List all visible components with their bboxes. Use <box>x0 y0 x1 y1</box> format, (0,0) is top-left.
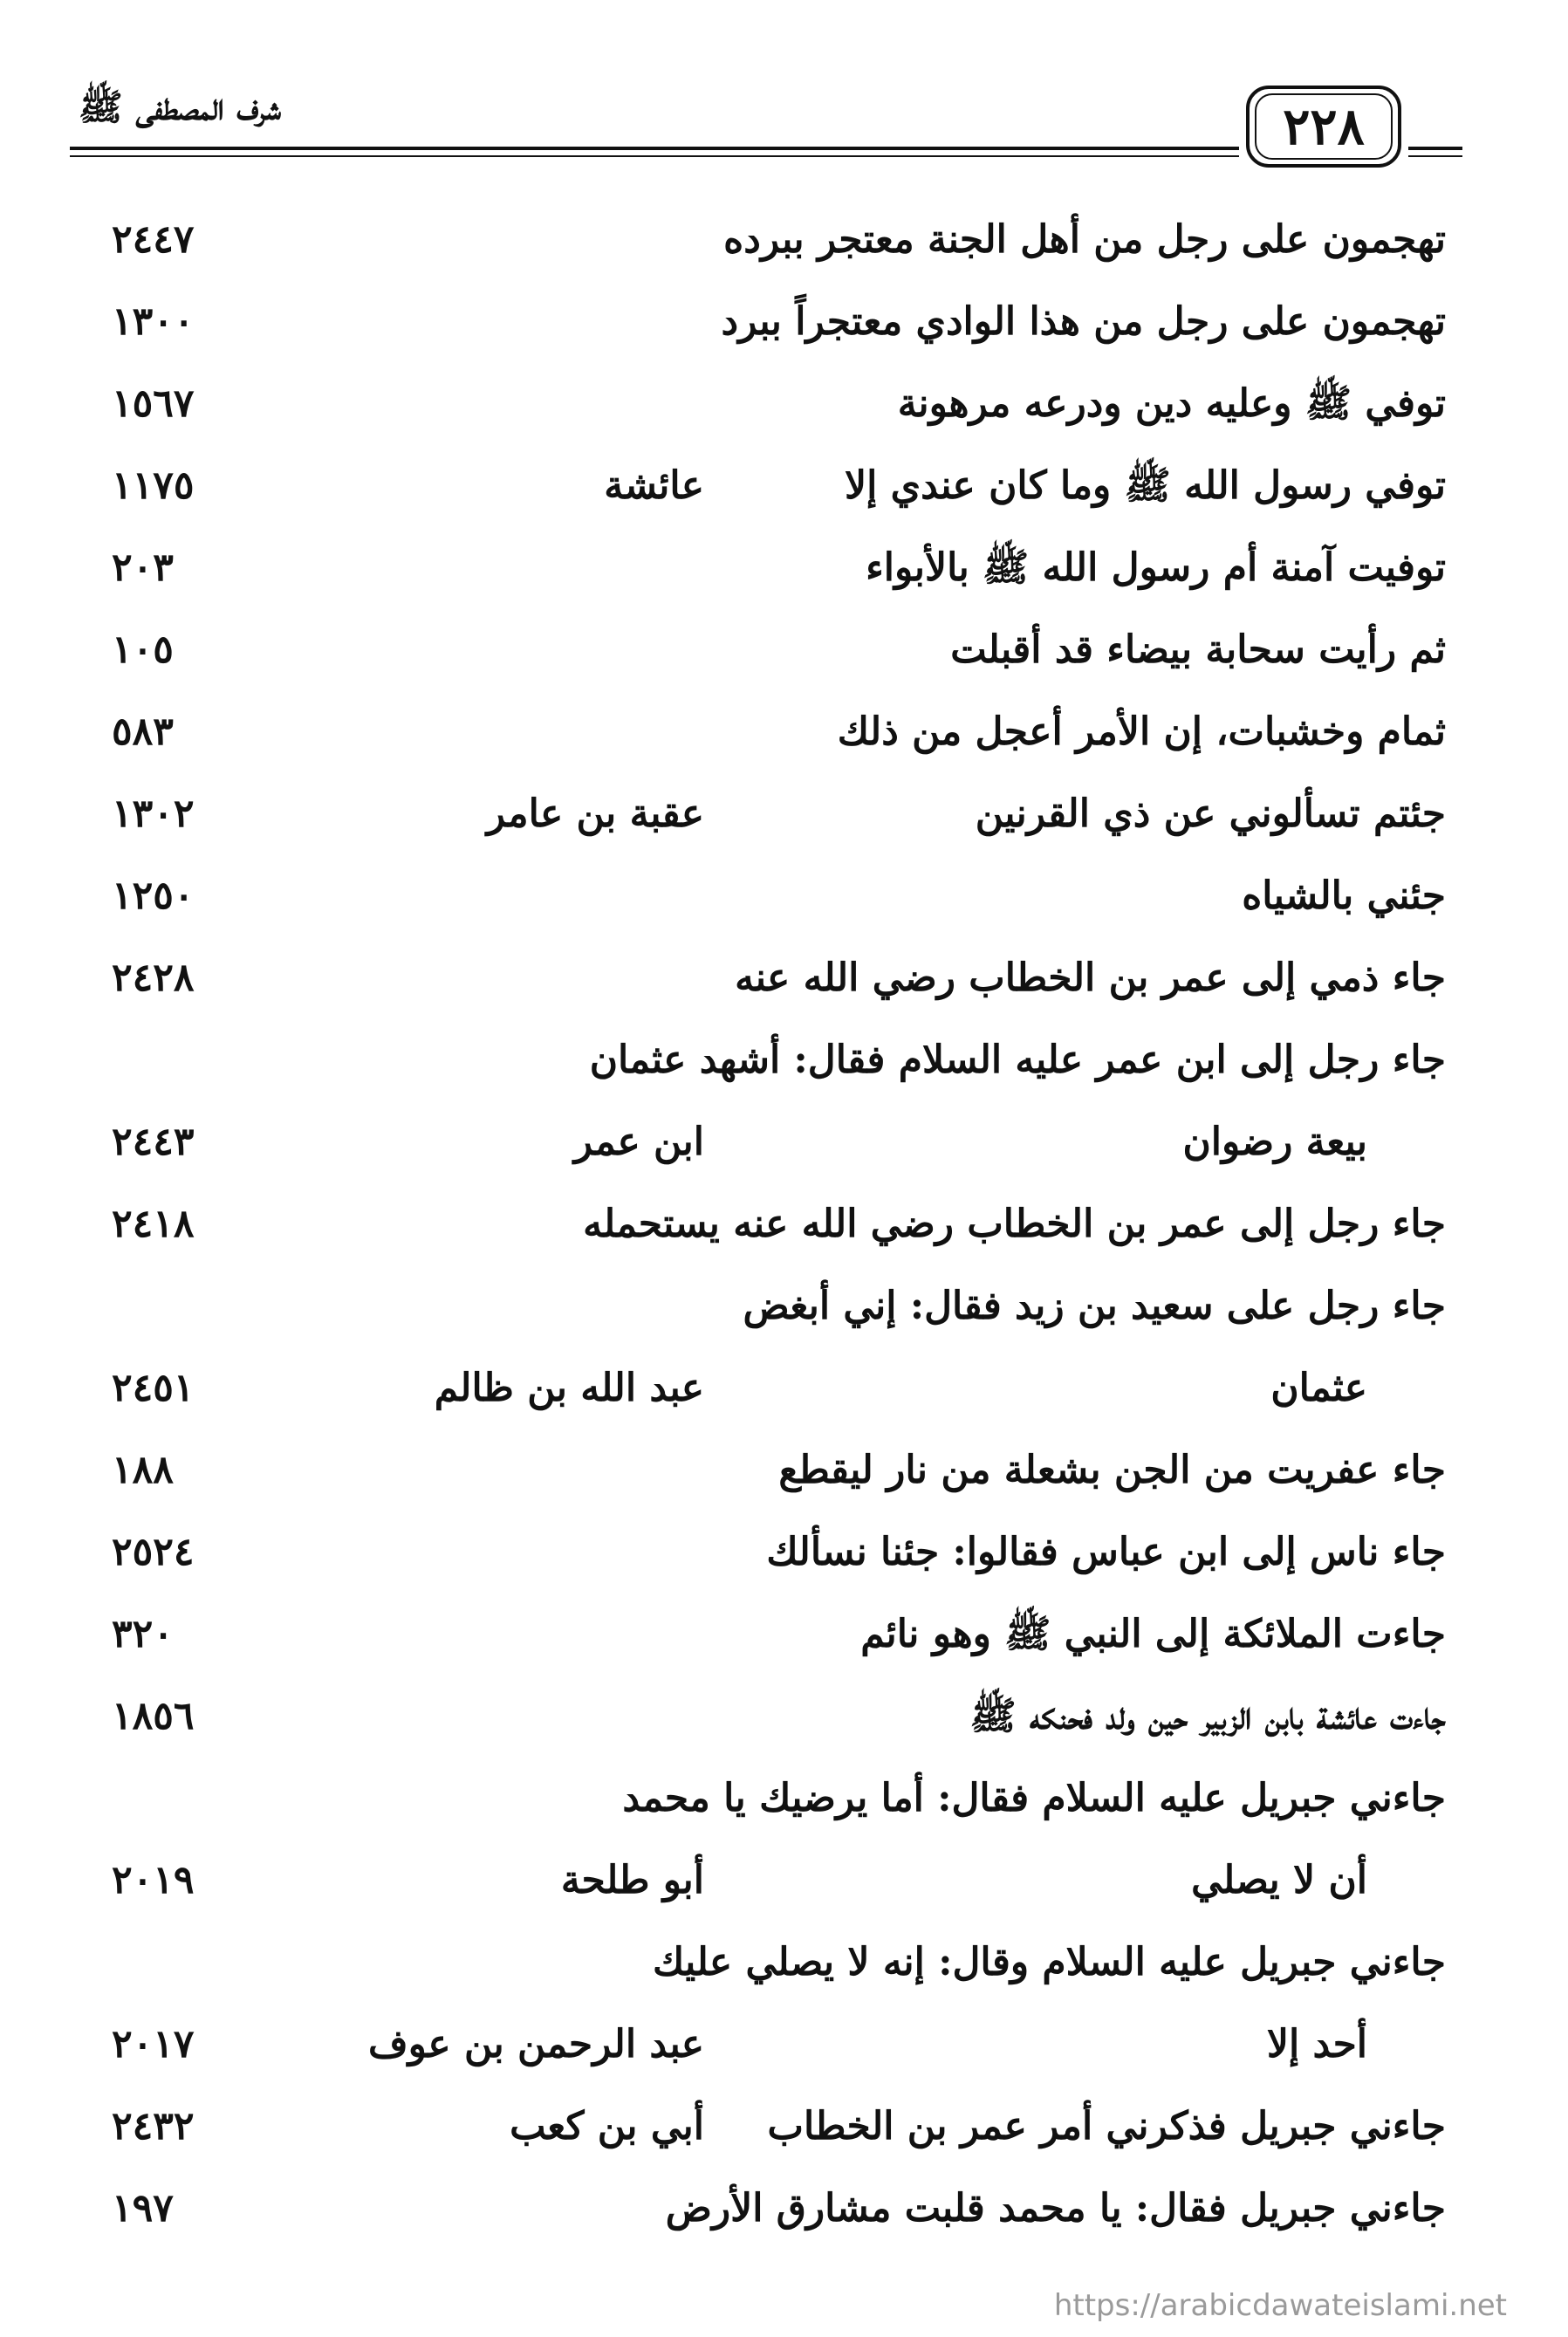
entry-number: ٢٠٣ <box>112 545 174 590</box>
index-entry <box>0 1676 1568 1758</box>
entry-line <box>0 855 1568 937</box>
entry-line <box>0 2086 1568 2168</box>
entry-narrator: عائشة <box>604 463 704 508</box>
entry-number: ١٩٧ <box>112 2186 174 2231</box>
page-number: ٢٢٨ <box>1255 93 1393 160</box>
entry-text-continuation: أحد إلا <box>1266 2022 1367 2066</box>
index-entry <box>0 1922 1568 2086</box>
entry-text: تهجمون على رجل من أهل الجنة معتجر ببرده <box>723 217 1446 262</box>
entry-number: ٢٥٢٤ <box>112 1530 195 1574</box>
index-entry <box>0 527 1568 609</box>
index-entry <box>0 445 1568 527</box>
entry-narrator: عقبة بن عامر <box>486 792 704 836</box>
entry-line <box>0 1019 1568 1101</box>
entry-number: ٢٤٥١ <box>112 1366 195 1410</box>
entry-line <box>0 363 1568 445</box>
entry-number: ١٨٨ <box>112 1448 174 1492</box>
entry-text: توفي ﷺ وعليه دين ودرعه مرهونة <box>897 381 1446 426</box>
entry-line <box>0 1593 1568 1676</box>
index-entry <box>0 937 1568 1019</box>
index-entry <box>0 691 1568 773</box>
entry-line <box>0 937 1568 1019</box>
entry-line <box>0 1758 1568 1840</box>
header-rule-right <box>1408 147 1462 150</box>
entry-number: ٣٢٠ <box>112 1612 174 1656</box>
index-entry <box>0 609 1568 691</box>
entry-text: جاء ناس إلى ابن عباس فقالوا: جئنا نسألك <box>766 1530 1446 1574</box>
entry-text-continuation: أن لا يصلي <box>1191 1858 1367 1902</box>
index-entry <box>0 1429 1568 1511</box>
entry-text: جاءت عائشة بابن الزبير حين ولد فحنكه ﷺ <box>969 1694 1446 1738</box>
entry-text: توفيت آمنة أم رسول الله ﷺ بالأبواء <box>866 545 1446 590</box>
entry-text: جاءني جبريل عليه السلام فقال: أما يرضيك يا محمد <box>622 1776 1446 1820</box>
entry-narrator: أبو طلحة <box>560 1858 704 1902</box>
entry-number: ٢٤١٨ <box>112 1202 195 1246</box>
index-entry <box>0 281 1568 363</box>
entry-line <box>0 1511 1568 1593</box>
entry-line <box>0 1676 1568 1758</box>
entry-number: ١٥٦٧ <box>112 381 195 426</box>
entry-text: جاءني جبريل فذكرني أمر عمر بن الخطاب <box>767 2104 1446 2149</box>
entry-line <box>0 199 1568 281</box>
entry-text: جاء رجل على سعيد بن زيد فقال: إني أبغض <box>743 1284 1446 1328</box>
entry-line <box>0 1429 1568 1511</box>
entry-line <box>0 445 1568 527</box>
entry-text: جاء عفريت من الجن بشعلة من نار ليقطع <box>778 1448 1446 1492</box>
entry-text: تهجمون على رجل من هذا الوادي معتجراً ببرد <box>721 299 1446 344</box>
entry-number: ١٠٥ <box>112 627 174 672</box>
entry-text: جاء رجل إلى ابن عمر عليه السلام فقال: أشهد عثمان <box>589 1038 1446 1082</box>
entry-number: ١١٧٥ <box>112 463 195 508</box>
index-entry <box>0 1183 1568 1265</box>
index-entry <box>0 1265 1568 1429</box>
entry-line <box>0 773 1568 855</box>
index-entry <box>0 2086 1568 2168</box>
entry-number: ١٣٠٢ <box>112 792 195 836</box>
entry-line <box>0 1922 1568 2004</box>
entry-text: ثمام وخشبات، إن الأمر أعجل من ذلك <box>837 709 1446 754</box>
header-rule-left-thin <box>70 155 1239 157</box>
entry-number: ٢٠١٩ <box>112 1858 195 1902</box>
entry-narrator: عبد الله بن ظالم <box>434 1366 704 1410</box>
entry-number: ٢٠١٧ <box>112 2022 195 2066</box>
entry-number: ٢٤٢٨ <box>112 956 195 1000</box>
entry-line <box>0 527 1568 609</box>
entry-text: توفي رسول الله ﷺ وما كان عندي إلا <box>845 463 1446 508</box>
entry-text: جاءني جبريل عليه السلام وقال: إنه لا يصلي عليك <box>652 1940 1446 1984</box>
entry-line <box>0 609 1568 691</box>
entry-number: ٢٤٤٣ <box>112 1120 195 1164</box>
index-entry <box>0 1511 1568 1593</box>
index-entry <box>0 773 1568 855</box>
index-entry <box>0 2168 1568 2250</box>
index-entry <box>0 1758 1568 1922</box>
watermark: https://arabicdawateislami.net <box>1053 2288 1507 2323</box>
entry-narrator: ابن عمر <box>573 1120 704 1164</box>
index-entries <box>0 199 1568 2250</box>
header-rule-left <box>70 147 1239 150</box>
entry-number: ٢٤٤٧ <box>112 217 195 262</box>
entry-text-continuation: عثمان <box>1270 1366 1367 1410</box>
entry-line <box>0 2004 1568 2086</box>
index-entry <box>0 1593 1568 1676</box>
entry-text: جئني بالشياه <box>1242 874 1446 918</box>
entry-narrator: أبي بن كعب <box>510 2104 704 2149</box>
index-entry <box>0 199 1568 281</box>
header-rule-right-thin <box>1408 155 1462 157</box>
entry-line <box>0 1101 1568 1183</box>
entry-number: ١٨٥٦ <box>112 1694 195 1738</box>
entry-text: جاء رجل إلى عمر بن الخطاب رضي الله عنه يستحمله <box>583 1202 1446 1246</box>
entry-line <box>0 1265 1568 1347</box>
index-entry <box>0 363 1568 445</box>
entry-line <box>0 2168 1568 2250</box>
entry-narrator: عبد الرحمن بن عوف <box>368 2022 704 2066</box>
entry-number: ٥٨٣ <box>112 709 174 754</box>
index-entry <box>0 1019 1568 1183</box>
entry-line <box>0 281 1568 363</box>
entry-line <box>0 1347 1568 1429</box>
entry-text: جاء ذمي إلى عمر بن الخطاب رضي الله عنه <box>735 956 1446 1000</box>
entry-text: جاءت الملائكة إلى النبي ﷺ وهو نائم <box>860 1612 1446 1656</box>
entry-number: ١٢٥٠ <box>112 874 195 918</box>
entry-number: ١٣٠٠ <box>112 299 195 344</box>
entry-text-continuation: بيعة رضوان <box>1182 1120 1367 1164</box>
entry-text: ثم رأيت سحابة بيضاء قد أقبلت <box>950 627 1446 672</box>
entry-text: جئتم تسألوني عن ذي القرنين <box>975 792 1446 836</box>
entry-line <box>0 1840 1568 1922</box>
entry-number: ٢٤٣٢ <box>112 2104 195 2149</box>
running-title: شرف المصطفى ﷺ <box>79 86 282 128</box>
entry-line <box>0 691 1568 773</box>
index-entry <box>0 855 1568 937</box>
entry-line <box>0 1183 1568 1265</box>
entry-text: جاءني جبريل فقال: يا محمد قلبت مشارق الأرض <box>665 2186 1446 2231</box>
page-number-frame <box>1246 86 1401 168</box>
